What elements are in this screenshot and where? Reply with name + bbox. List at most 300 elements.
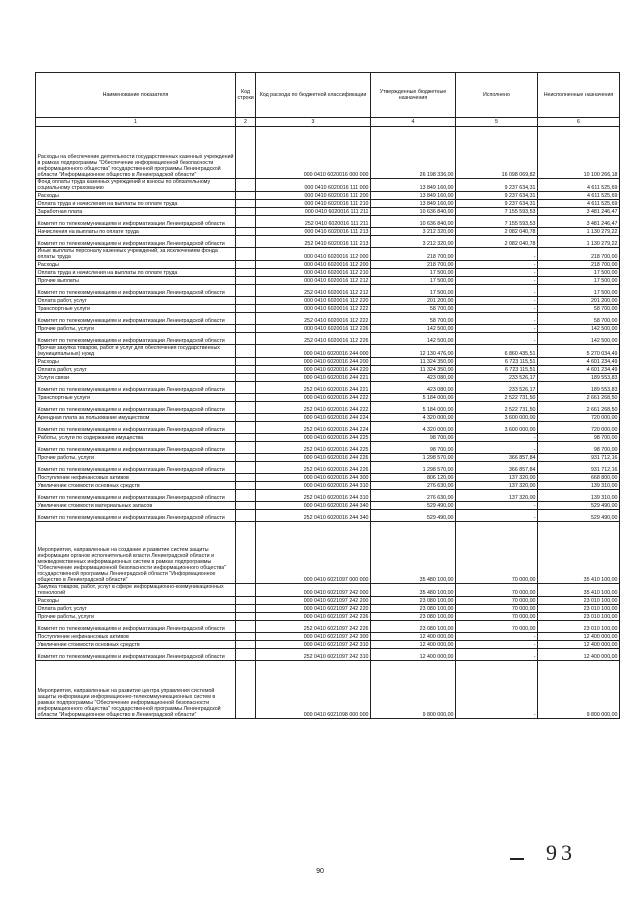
row-approved: 218 700,00 [371, 261, 456, 269]
row-approved: 17 500,00 [371, 285, 456, 297]
row-name: Комитет по телекоммуникациям и информатизации Ленинградской области [36, 621, 236, 633]
table-row [36, 641, 620, 649]
row-approved: 276 630,00 [371, 490, 456, 502]
row-unexecuted: 98 700,00 [538, 442, 620, 454]
row-name: Комитет по телекоммуникациям и информатизации Ленинградской области [36, 422, 236, 434]
row-line-code [236, 584, 256, 597]
row-line-code [236, 179, 256, 192]
row-line-code [236, 313, 256, 325]
row-executed: 137 320,00 [456, 490, 538, 502]
row-line-code [236, 522, 256, 584]
table-row [36, 366, 620, 374]
table-row [36, 649, 620, 661]
row-unexecuted: 4 611 525,69 [538, 200, 620, 208]
row-line-code [236, 236, 256, 248]
row-executed: 9 237 634,31 [456, 179, 538, 192]
row-unexecuted: 2 661 268,50 [538, 394, 620, 402]
row-executed: 7 155 593,53 [456, 208, 538, 216]
stamp-dash [510, 858, 524, 860]
row-name: Комитет по телекоммуникациям и информатизации Ленинградской области [36, 510, 236, 522]
table-row [36, 510, 620, 522]
table-row [36, 502, 620, 510]
row-executed: 70 000,00 [456, 522, 538, 584]
row-budget-code: 000 0410 6020016 111 211 [256, 208, 371, 216]
row-approved: 201 200,00 [371, 297, 456, 305]
row-approved: 23 080 100,00 [371, 621, 456, 633]
row-name: Комитет по телекоммуникациям и информатизации Ленинградской области [36, 382, 236, 394]
row-budget-code: 000 0410 6021097 242 200 [256, 597, 371, 605]
row-unexecuted: 2 661 268,50 [538, 402, 620, 414]
row-unexecuted: 10 100 266,18 [538, 127, 620, 179]
row-line-code [236, 394, 256, 402]
row-name: Комитет по телекоммуникациям и информатизации Ленинградской области [36, 402, 236, 414]
row-line-code [236, 192, 256, 200]
row-approved: 23 080 100,00 [371, 613, 456, 621]
row-name: Мероприятия, направленные на создание и развитие систем защиты информации органов исполнительной власти Ленинградской области и межведомственных информационных систем в рамках подпрограммы "Обеспечение информационной безопасности информационного общества" государственной программы Ленинградской области "Информационное общество в Ленинградской области" [36, 522, 236, 584]
row-budget-code: 252 0410 6020016 244 225 [256, 442, 371, 454]
row-budget-code: 000 0410 6020016 244 300 [256, 474, 371, 482]
row-line-code [236, 633, 256, 641]
row-name: Закупка товаров, работ, услуг в сфере информационно-коммуникационных технологий [36, 584, 236, 597]
row-name: Расходы [36, 358, 236, 366]
column-number: 3 [256, 118, 371, 127]
header-unexecuted: Неисполненные назначения [538, 73, 620, 118]
row-unexecuted: 12 400 000,00 [538, 641, 620, 649]
row-line-code [236, 374, 256, 382]
row-approved: 423 080,00 [371, 374, 456, 382]
row-unexecuted: 23 010 100,00 [538, 605, 620, 613]
row-budget-code: 252 0410 6020016 244 221 [256, 382, 371, 394]
row-budget-code: 252 0410 6021097 242 226 [256, 621, 371, 633]
row-budget-code: 000 0410 6020016 244 220 [256, 366, 371, 374]
table-row [36, 345, 620, 358]
row-executed: 233 526,17 [456, 382, 538, 394]
row-line-code [236, 228, 256, 236]
row-approved: 3 212 320,00 [371, 228, 456, 236]
table-header-row [36, 73, 620, 118]
table-row [36, 325, 620, 333]
row-budget-code: 000 0410 6021097 242 310 [256, 641, 371, 649]
row-approved: 276 630,00 [371, 482, 456, 490]
row-approved: 5 184 000,00 [371, 394, 456, 402]
row-line-code [236, 621, 256, 633]
row-executed: - [456, 510, 538, 522]
row-executed: 137 320,00 [456, 474, 538, 482]
row-approved: 98 700,00 [371, 442, 456, 454]
row-approved: 13 849 160,00 [371, 179, 456, 192]
table-row [36, 613, 620, 621]
row-budget-code: 000 0410 6020016 112 212 [256, 277, 371, 285]
row-name: Прочие работы, услуги [36, 325, 236, 333]
row-executed: - [456, 649, 538, 661]
row-name: Поступление нефинансовых активов [36, 633, 236, 641]
row-executed: 2 082 040,78 [456, 236, 538, 248]
row-approved: 58 700,00 [371, 305, 456, 313]
table-row [36, 633, 620, 641]
table-row [36, 208, 620, 216]
row-budget-code: 252 0410 6020016 244 224 [256, 422, 371, 434]
row-name: Комитет по телекоммуникациям и информатизации Ленинградской области [36, 216, 236, 228]
row-approved: 529 490,00 [371, 502, 456, 510]
column-number: 5 [456, 118, 538, 127]
handwritten-page-stamp: 93 [546, 840, 576, 865]
table-row [36, 522, 620, 584]
row-executed: 9 237 634,31 [456, 192, 538, 200]
table-row [36, 192, 620, 200]
column-number-row [36, 118, 620, 127]
row-approved: 23 080 100,00 [371, 597, 456, 605]
row-name: Увеличение стоимости основных средств [36, 641, 236, 649]
row-line-code [236, 605, 256, 613]
row-executed: 70 000,00 [456, 613, 538, 621]
table-row [36, 490, 620, 502]
row-name: Оплата труда и начисления на выплаты по оплате труда [36, 269, 236, 277]
table-row [36, 305, 620, 313]
row-approved: 12 400 000,00 [371, 641, 456, 649]
row-name: Услуги связи [36, 374, 236, 382]
row-name: Арендная плата за пользование имуществом [36, 414, 236, 422]
row-line-code [236, 333, 256, 345]
row-line-code [236, 502, 256, 510]
row-budget-code: 000 0410 6021097 242 220 [256, 605, 371, 613]
table-row [36, 605, 620, 613]
row-executed: - [456, 285, 538, 297]
row-budget-code: 252 0410 6021097 242 310 [256, 649, 371, 661]
row-line-code [236, 454, 256, 462]
row-executed: - [456, 661, 538, 719]
row-executed: 6 723 115,51 [456, 358, 538, 366]
row-budget-code: 000 0410 6020016 111 000 [256, 179, 371, 192]
row-line-code [236, 285, 256, 297]
table-row [36, 248, 620, 261]
row-budget-code: 000 0410 6020016 112 226 [256, 325, 371, 333]
table-row [36, 228, 620, 236]
row-approved: 12 130 476,00 [371, 345, 456, 358]
row-line-code [236, 297, 256, 305]
row-unexecuted: 5 270 034,49 [538, 345, 620, 358]
row-approved: 9 800 000,00 [371, 661, 456, 719]
row-executed: 2 522 731,50 [456, 402, 538, 414]
row-unexecuted: 9 800 000,00 [538, 661, 620, 719]
row-line-code [236, 641, 256, 649]
row-approved: 35 480 100,00 [371, 584, 456, 597]
row-line-code [236, 482, 256, 490]
table-row [36, 285, 620, 297]
row-approved: 17 500,00 [371, 277, 456, 285]
row-budget-code: 252 0410 6020016 112 226 [256, 333, 371, 345]
row-approved: 1 298 570,00 [371, 462, 456, 474]
table-row [36, 394, 620, 402]
table-row [36, 382, 620, 394]
row-name: Увеличение стоимости материальных запасов [36, 502, 236, 510]
table-row [36, 584, 620, 597]
row-line-code [236, 613, 256, 621]
column-number: 4 [371, 118, 456, 127]
row-budget-code: 000 0410 6020016 244 000 [256, 345, 371, 358]
row-name: Комитет по телекоммуникациям и информатизации Ленинградской области [36, 442, 236, 454]
row-unexecuted: 23 010 100,00 [538, 613, 620, 621]
row-approved: 529 490,00 [371, 510, 456, 522]
row-executed: - [456, 277, 538, 285]
row-line-code [236, 248, 256, 261]
table-row [36, 358, 620, 366]
row-budget-code: 000 0410 6020016 111 213 [256, 228, 371, 236]
row-approved: 4 320 000,00 [371, 422, 456, 434]
row-line-code [236, 422, 256, 434]
row-line-code [236, 208, 256, 216]
row-unexecuted: 139 310,00 [538, 490, 620, 502]
row-approved: 17 500,00 [371, 269, 456, 277]
row-budget-code: 000 0410 6020016 244 226 [256, 454, 371, 462]
row-unexecuted: 12 400 000,00 [538, 633, 620, 641]
row-budget-code: 000 0410 6020016 000 000 [256, 127, 371, 179]
row-budget-code: 000 0410 6020016 112 222 [256, 305, 371, 313]
row-executed: - [456, 633, 538, 641]
table-row [36, 422, 620, 434]
row-executed: 70 000,00 [456, 597, 538, 605]
row-approved: 10 636 840,00 [371, 208, 456, 216]
row-line-code [236, 305, 256, 313]
table-row [36, 200, 620, 208]
row-unexecuted: 12 400 000,00 [538, 649, 620, 661]
row-approved: 26 198 336,00 [371, 127, 456, 179]
row-line-code [236, 382, 256, 394]
row-unexecuted: 1 130 279,22 [538, 228, 620, 236]
table-row [36, 454, 620, 462]
row-name: Увеличение стоимости основных средств [36, 482, 236, 490]
row-unexecuted: 3 481 246,47 [538, 216, 620, 228]
table-row [36, 621, 620, 633]
row-budget-code: 000 0410 6020016 244 225 [256, 434, 371, 442]
row-budget-code: 000 0410 6020016 244 310 [256, 482, 371, 490]
header-indicator-name: Наименование показателя [36, 73, 236, 118]
row-approved: 11 324 350,00 [371, 358, 456, 366]
row-budget-code: 000 0410 6021097 242 000 [256, 584, 371, 597]
table-row [36, 434, 620, 442]
row-line-code [236, 277, 256, 285]
row-unexecuted: 201 200,00 [538, 297, 620, 305]
row-unexecuted: 142 500,00 [538, 325, 620, 333]
row-name: Фонд оплаты труда казенных учреждений и взносы по обязательному социальному страхованию [36, 179, 236, 192]
table-body [36, 127, 620, 719]
row-name: Начисления на выплаты по оплате труда [36, 228, 236, 236]
row-name: Комитет по телекоммуникациям и информатизации Ленинградской области [36, 285, 236, 297]
row-name: Прочие работы, услуги [36, 454, 236, 462]
row-line-code [236, 661, 256, 719]
row-approved: 218 700,00 [371, 248, 456, 261]
table-row [36, 269, 620, 277]
table-row [36, 462, 620, 474]
row-line-code [236, 200, 256, 208]
row-unexecuted: 35 410 100,00 [538, 584, 620, 597]
row-budget-code: 252 0410 6020016 244 222 [256, 402, 371, 414]
row-executed: - [456, 269, 538, 277]
row-line-code [236, 510, 256, 522]
row-approved: 4 320 000,00 [371, 414, 456, 422]
row-approved: 13 849 160,00 [371, 200, 456, 208]
row-executed: - [456, 434, 538, 442]
row-budget-code: 252 0410 6020016 112 212 [256, 285, 371, 297]
row-approved: 5 184 000,00 [371, 402, 456, 414]
row-line-code [236, 127, 256, 179]
row-approved: 12 400 000,00 [371, 649, 456, 661]
row-executed: - [456, 325, 538, 333]
row-approved: 10 636 840,00 [371, 216, 456, 228]
row-name: Оплата работ, услуг [36, 366, 236, 374]
row-unexecuted: 4 601 234,49 [538, 358, 620, 366]
row-line-code [236, 434, 256, 442]
row-budget-code: 000 0410 6021097 242 226 [256, 613, 371, 621]
row-unexecuted: 17 500,00 [538, 285, 620, 297]
row-name: Прочие выплаты [36, 277, 236, 285]
row-line-code [236, 442, 256, 454]
table-row [36, 402, 620, 414]
row-name: Комитет по телекоммуникациям и информатизации Ленинградской области [36, 236, 236, 248]
row-unexecuted: 139 310,00 [538, 482, 620, 490]
row-budget-code: 000 0410 6020016 111 210 [256, 200, 371, 208]
row-line-code [236, 402, 256, 414]
row-executed: - [456, 442, 538, 454]
row-approved: 58 700,00 [371, 313, 456, 325]
row-line-code [236, 366, 256, 374]
row-budget-code: 000 0410 6020016 112 000 [256, 248, 371, 261]
row-budget-code: 000 0410 6020016 244 222 [256, 394, 371, 402]
row-executed: 233 526,17 [456, 374, 538, 382]
row-executed: 366 857,84 [456, 462, 538, 474]
row-executed: 3 600 000,00 [456, 414, 538, 422]
row-unexecuted: 98 700,00 [538, 434, 620, 442]
row-line-code [236, 261, 256, 269]
row-executed: - [456, 261, 538, 269]
row-budget-code: 000 0410 6020016 244 200 [256, 358, 371, 366]
table-row [36, 374, 620, 382]
row-name: Расходы [36, 261, 236, 269]
table-row [36, 236, 620, 248]
row-line-code [236, 490, 256, 502]
row-approved: 35 480 100,00 [371, 522, 456, 584]
row-name: Комитет по телекоммуникациям и информатизации Ленинградской области [36, 333, 236, 345]
column-number: 6 [538, 118, 620, 127]
row-unexecuted: 4 611 525,69 [538, 179, 620, 192]
row-executed: 70 000,00 [456, 584, 538, 597]
row-name: Комитет по телекоммуникациям и информатизации Ленинградской области [36, 649, 236, 661]
row-executed: - [456, 502, 538, 510]
row-budget-code: 000 0410 6021097 242 300 [256, 633, 371, 641]
row-line-code [236, 345, 256, 358]
row-name: Комитет по телекоммуникациям и информатизации Ленинградской области [36, 490, 236, 502]
table-row [36, 661, 620, 719]
row-name: Прочая закупка товаров, работ и услуг для обеспечения государственных (муниципальных) нужд [36, 345, 236, 358]
row-name: Транспортные услуги [36, 305, 236, 313]
row-name: Транспортные услуги [36, 394, 236, 402]
row-budget-code: 000 0410 6021097 000 000 [256, 522, 371, 584]
row-name: Работы, услуги по содержанию имущества [36, 434, 236, 442]
header-row-code: Код строки [236, 73, 256, 118]
row-unexecuted: 4 601 234,49 [538, 366, 620, 374]
row-executed: - [456, 248, 538, 261]
table-row [36, 442, 620, 454]
row-executed: - [456, 333, 538, 345]
table-row [36, 179, 620, 192]
row-budget-code: 252 0410 6020016 112 222 [256, 313, 371, 325]
header-approved: Утвержденные бюджетные назначения [371, 73, 456, 118]
row-name: Оплата работ, услуг [36, 297, 236, 305]
row-budget-code: 000 0410 6020016 111 200 [256, 192, 371, 200]
row-unexecuted: 218 700,00 [538, 261, 620, 269]
row-budget-code: 252 0410 6020016 244 340 [256, 510, 371, 522]
row-approved: 423 080,00 [371, 382, 456, 394]
row-executed: 6 860 435,51 [456, 345, 538, 358]
row-approved: 1 298 570,00 [371, 454, 456, 462]
row-name: Комитет по телекоммуникациям и информатизации Ленинградской области [36, 462, 236, 474]
row-line-code [236, 325, 256, 333]
table-row [36, 216, 620, 228]
row-line-code [236, 269, 256, 277]
row-unexecuted: 720 000,00 [538, 414, 620, 422]
row-unexecuted: 4 611 525,69 [538, 192, 620, 200]
row-approved: 142 500,00 [371, 325, 456, 333]
row-executed: 70 000,00 [456, 621, 538, 633]
row-approved: 142 500,00 [371, 333, 456, 345]
row-unexecuted: 58 700,00 [538, 305, 620, 313]
row-budget-code: 000 0410 6020016 112 200 [256, 261, 371, 269]
row-name: Мероприятия, направленные на развитие центра управления системой защиты информации информационно-телекоммуникационных систем в рамках подпрограммы "Обеспечение информационной безопасности информационного общества" государственной программы Ленинградской области "Информационное общество в Ленинградской области" [36, 661, 236, 719]
row-executed: 366 857,84 [456, 454, 538, 462]
row-executed: 2 522 731,50 [456, 394, 538, 402]
row-executed: 9 237 634,31 [456, 200, 538, 208]
row-line-code [236, 358, 256, 366]
row-unexecuted: 218 700,00 [538, 248, 620, 261]
row-budget-code: 252 0410 6020016 244 310 [256, 490, 371, 502]
row-executed: 137 320,00 [456, 482, 538, 490]
row-budget-code: 000 0410 6021098 000 000 [256, 661, 371, 719]
table-row [36, 597, 620, 605]
row-unexecuted: 931 712,16 [538, 462, 620, 474]
row-executed: 70 000,00 [456, 605, 538, 613]
table-row [36, 261, 620, 269]
table-row [36, 313, 620, 325]
row-name: Расходы [36, 192, 236, 200]
row-line-code [236, 462, 256, 474]
row-line-code [236, 414, 256, 422]
row-unexecuted: 931 712,16 [538, 454, 620, 462]
row-executed: - [456, 313, 538, 325]
row-unexecuted: 720 000,00 [538, 422, 620, 434]
row-unexecuted: 189 553,83 [538, 382, 620, 394]
row-name: Оплата работ, услуг [36, 605, 236, 613]
row-executed: 6 723 115,51 [456, 366, 538, 374]
row-approved: 3 212 320,00 [371, 236, 456, 248]
row-approved: 11 324 350,00 [371, 366, 456, 374]
table-row [36, 482, 620, 490]
row-name: Поступление нефинансовых активов [36, 474, 236, 482]
row-approved: 12 400 000,00 [371, 633, 456, 641]
row-executed: - [456, 297, 538, 305]
row-executed: 7 155 593,53 [456, 216, 538, 228]
row-line-code [236, 216, 256, 228]
row-unexecuted: 58 700,00 [538, 313, 620, 325]
row-budget-code: 000 0410 6020016 112 220 [256, 297, 371, 305]
row-unexecuted: 23 010 100,00 [538, 597, 620, 605]
row-line-code [236, 649, 256, 661]
row-name: Прочие работы, услуги [36, 613, 236, 621]
header-executed: Исполнено [456, 73, 538, 118]
row-approved: 98 700,00 [371, 434, 456, 442]
table-row [36, 333, 620, 345]
row-unexecuted: 17 500,00 [538, 269, 620, 277]
row-unexecuted: 668 800,00 [538, 474, 620, 482]
row-unexecuted: 23 010 100,00 [538, 621, 620, 633]
